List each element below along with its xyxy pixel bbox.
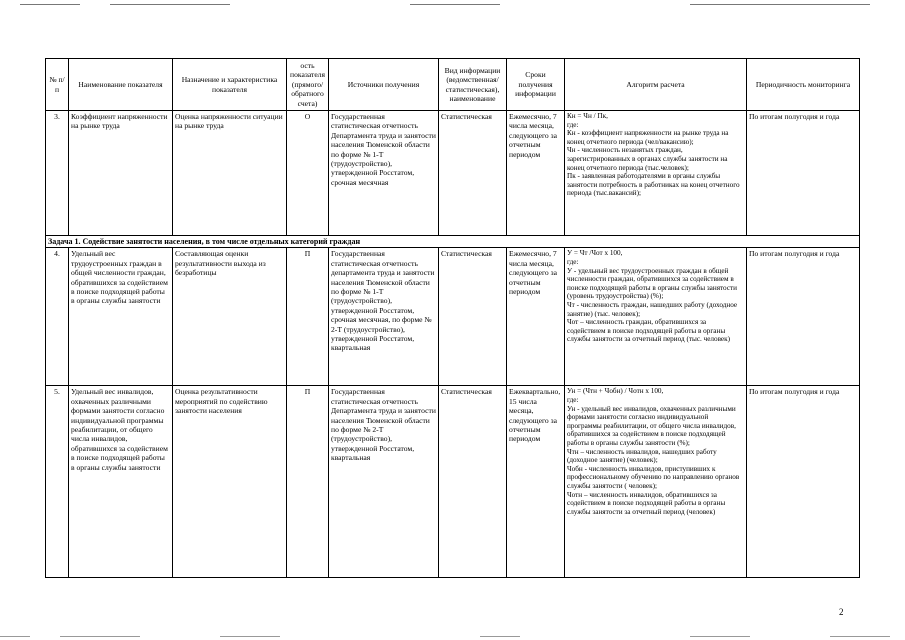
cell-period: По итогам полугодия и года [747,248,860,386]
header-type: Вид информации (ведомственная/ статистическая), наименование [439,59,507,111]
cell-algorithm: Ун = (Чтн + Чобн) / Чотн х 100, где: Ун - удельный вес инвалидов, охваченных различными формами занятости согласно индивидуальной программы реабилитации, от общего числа инвалидов, обратившихся за содействием в поиске подходящей работы в органы службы занятости (%); Чтн – численность инвалидов, нашедших работу (доходное занятие) (человек); Чобн - численность инвалидов, приступивших к профессиональному обучению по направлению органов службы занятости ( человек); Чотн – численность инвалидов, обратившихся за содействием в поиске подходящей работы в органы службы занятости за отчетный период (человек) [565,386,747,578]
cell-algorithm: У = Чт /Чот х 100, где: У - удельный вес трудоустроенных граждан в общей численности граждан, обратившихся за содействием в поиске подходящей работы в органы службы занятости (уровень трудоустройства) (%); Чт - численность граждан, нашедших работу (доходное занятие) (тыс. человек); Чот – численность граждан, обратившихся за содействием в поиске подходящей работы в органы службы занятости за отчетный период (тыс. человек) [565,248,747,386]
table-row [46,386,860,578]
scan-rule [220,636,280,637]
cell-direct: О [287,111,329,236]
cell-direct: П [287,248,329,386]
cell-name: Коэффициент напряженности на рынке труда [69,111,173,236]
cell-sources: Государственная статистическая отчетность Департамента труда и занятости населения Тюменской области по форме № 1-Т (трудоустройство), утвержденной Росстатом, срочная месячная [329,111,439,236]
page-number: 2 [839,607,844,617]
scan-rule [410,4,500,5]
indicator-table [45,58,860,578]
scan-rule [0,636,30,637]
cell-direct: П [287,386,329,578]
header-direct: ость показателя (прямого/ обратного счета) [287,59,329,111]
cell-type: Статистическая [439,111,507,236]
cell-purpose: Оценка напряженности ситуации на рынке труда [173,111,287,236]
section-row [46,236,860,248]
cell-num: 5. [46,386,69,578]
scan-rule [20,4,80,5]
scan-rule [830,636,890,637]
scan-rule [690,4,870,5]
cell-num: 4. [46,248,69,386]
table-header-row [46,59,860,111]
cell-sources: Государственная статистическая отчетность Департамента труда и занятости населения Тюменской области по форме № 2-Т (трудоустройство), утвержденной Росстатом, квартальная [329,386,439,578]
cell-purpose: Составляющая оценки результативности выхода из безработицы [173,248,287,386]
table-row [46,248,860,386]
cell-name: Удельный вес инвалидов, охваченных различными формами занятости согласно индивидуальной программы реабилитации, от общего числа инвалидов, обратившихся за содействием в поиске подходящей работы в органы службы занятости [69,386,173,578]
scan-rule [60,636,140,637]
cell-algorithm: Кн = Чн / Пк, где: Кн - коэффициент напряженности на рынке труда на конец отчетного периода (чел/вакансию); Чн - численность незанятых граждан, зарегистрированных в органах службы занятости на конец отчетного периода (тыс.человек); Пк - заявленная работодателями в органы службы занятости потребность в работниках на конец отчетного периода (тыс.вакансий); [565,111,747,236]
cell-sources: Государственная статистическая отчетность департамента труда и занятости населения Тюменской области по форме № 1-Т (трудоустройство), утвержденной Росстатом, срочная месячная, по форме № 2-Т (трудоустройство), утвержденной Росстатом, квартальная [329,248,439,386]
header-period: Периодичность мониторинга [747,59,860,111]
header-name: Наименование показателя [69,59,173,111]
header-purpose: Назначение и характеристика показателя [173,59,287,111]
header-algorithm: Алгоритм расчета [565,59,747,111]
scan-rule [690,636,750,637]
cell-terms: Ежемесячно, 7 числа месяца, следующего за отчетным периодом [507,248,565,386]
header-terms: Сроки получения информации [507,59,565,111]
scan-rule [110,4,230,5]
cell-period: По итогам полугодия и года [747,386,860,578]
cell-terms: Ежемесячно, 7 числа месяца, следующего за отчетным периодом [507,111,565,236]
table-row [46,111,860,236]
cell-terms: Ежеквартально, 15 числа месяца, следующего за отчетным периодом [507,386,565,578]
cell-name: Удельный вес трудоустроенных граждан в общей численности граждан, обратившихся за содействием в поиске подходящей работы в органы службы занятости [69,248,173,386]
section-title: Задача 1. Содействие занятости населения, в том числе отдельных категорий граждан [46,236,860,248]
cell-period: По итогам полугодия и года [747,111,860,236]
cell-num: 3. [46,111,69,236]
cell-purpose: Оценка результативности мероприятий по содействию занятости населения [173,386,287,578]
cell-type: Статистическая [439,248,507,386]
cell-type: Статистическая [439,386,507,578]
header-num: № п/п [46,59,69,111]
scan-rule [480,636,520,637]
header-sources: Источники получения [329,59,439,111]
